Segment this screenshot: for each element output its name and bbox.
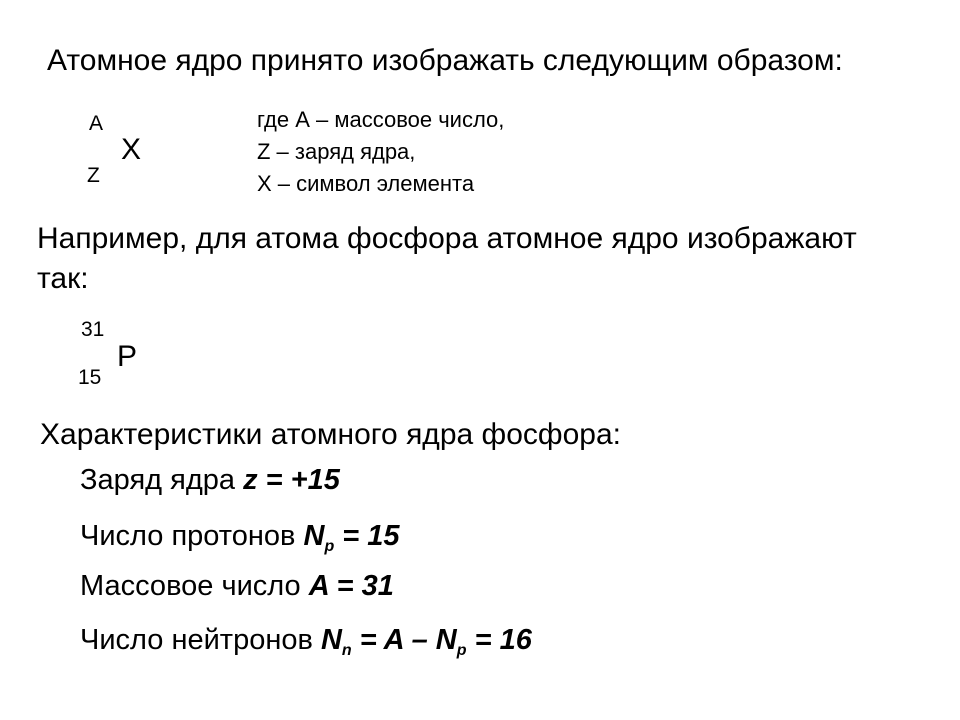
notation-legend bbox=[257, 104, 504, 200]
notation-charge-number: Z bbox=[87, 164, 100, 187]
legend-line-symbol: X – символ элемента bbox=[257, 171, 475, 196]
property-proton-count bbox=[80, 520, 400, 553]
phosphorus-charge-number: 15 bbox=[78, 366, 102, 389]
phosphorus-symbol: P bbox=[117, 340, 138, 373]
property-label: Массовое число bbox=[80, 570, 309, 602]
property-symbol: N bbox=[320, 624, 342, 656]
property-neutron-count bbox=[80, 624, 532, 657]
property-label: Заряд ядра bbox=[80, 464, 244, 496]
legend-line-charge: Z – заряд ядра, bbox=[257, 139, 416, 164]
notation-mass-number: A bbox=[89, 112, 104, 135]
property-value: = 15 bbox=[334, 520, 400, 552]
example-text-line-2: так: bbox=[37, 262, 89, 295]
example-text-line-1: Например, для атома фосфора атомное ядро изображают bbox=[37, 222, 857, 255]
property-formula: A = 31 bbox=[308, 570, 394, 602]
phosphorus-mass-number: 31 bbox=[81, 318, 105, 341]
property-mass-number bbox=[80, 570, 394, 603]
property-subscript: p bbox=[324, 538, 335, 555]
property-symbol: N bbox=[303, 520, 325, 552]
slide-title: Атомное ядро принято изображать следующим образом: bbox=[47, 44, 843, 77]
property-subscript: n bbox=[341, 642, 352, 659]
property-subscript-2: p bbox=[456, 642, 467, 659]
property-label: Число нейтронов bbox=[80, 624, 321, 656]
property-formula-middle: = A – bbox=[351, 624, 436, 656]
property-label: Число протонов bbox=[80, 520, 304, 552]
property-value: = 16 bbox=[466, 624, 532, 656]
characteristics-heading: Характеристики атомного ядра фосфора: bbox=[40, 418, 621, 451]
property-formula: z = +15 bbox=[243, 464, 340, 496]
property-symbol-2: N bbox=[435, 624, 457, 656]
property-nuclear-charge bbox=[80, 464, 340, 497]
legend-line-mass: где А – массовое число, bbox=[257, 107, 505, 132]
notation-element-symbol: X bbox=[121, 133, 142, 166]
